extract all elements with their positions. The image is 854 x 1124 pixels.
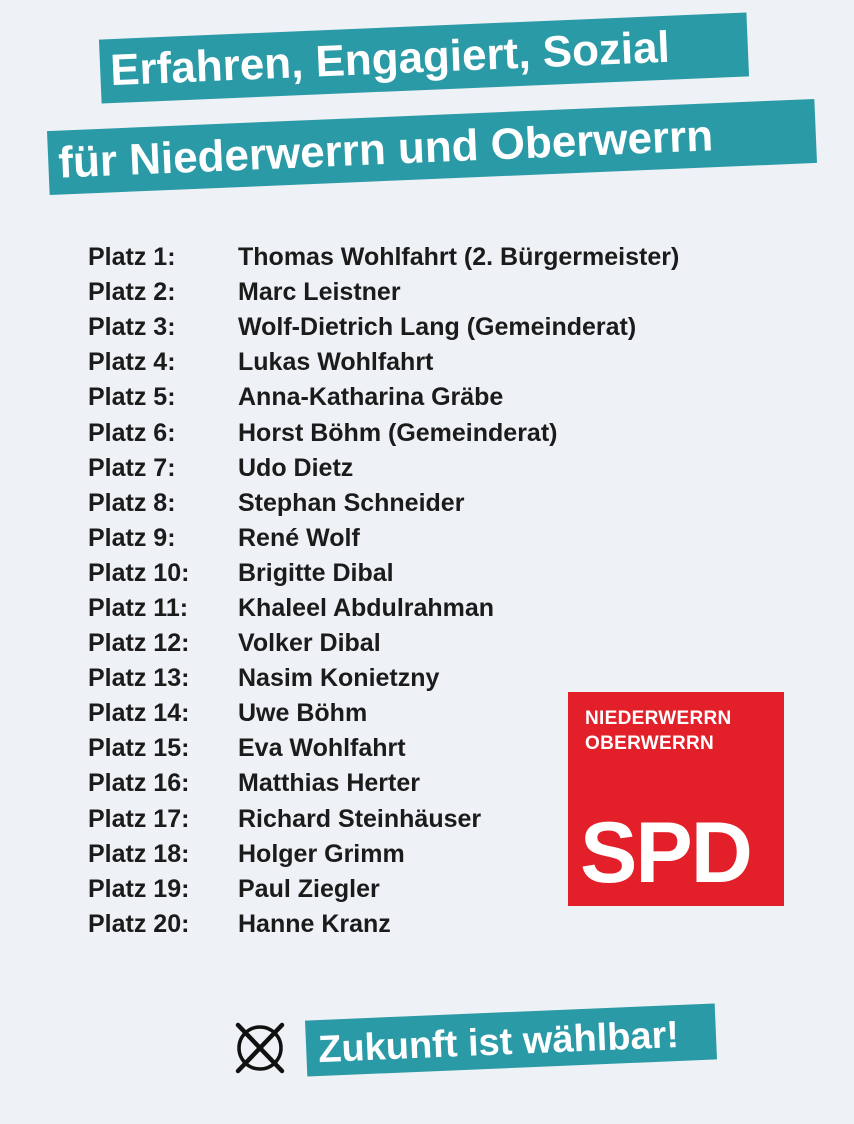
candidate-rank: Platz 11: — [88, 593, 189, 622]
candidate-rank: Platz 2: — [88, 278, 176, 307]
candidate-name: Uwe Böhm — [238, 699, 368, 728]
slogan-banner: Zukunft ist wählbar! — [305, 1003, 717, 1076]
candidate-name: Lukas Wohlfahrt — [238, 348, 434, 377]
candidate-name: Hanne Kranz — [238, 909, 391, 938]
candidate-rank: Platz 1: — [88, 243, 176, 272]
candidate-name: Udo Dietz — [238, 453, 354, 482]
candidate-name: Stephan Schneider — [238, 488, 465, 517]
candidate-rank: Platz 5: — [88, 383, 176, 412]
list-item — [88, 310, 679, 345]
candidate-rank: Platz 20: — [88, 909, 190, 938]
candidate-name: Khaleel Abdulrahman — [238, 593, 495, 622]
candidate-rank: Platz 16: — [88, 769, 190, 798]
candidate-name: Richard Steinhäuser — [238, 804, 482, 833]
candidate-rank: Platz 10: — [88, 558, 190, 587]
list-item — [88, 626, 679, 661]
ballot-cross-icon — [233, 1020, 287, 1076]
candidate-name: Horst Böhm (Gemeinderat) — [238, 418, 558, 447]
candidate-rank: Platz 6: — [88, 418, 176, 447]
candidate-rank: Platz 7: — [88, 453, 176, 482]
candidate-name: Volker Dibal — [238, 629, 381, 658]
logo-place-2: OBERWERRN — [585, 733, 715, 754]
candidate-rank: Platz 14: — [88, 699, 190, 728]
candidate-name: Wolf-Dietrich Lang (Gemeinderat) — [238, 313, 637, 342]
headline-line-2: für Niederwerrn und Oberwerrn — [47, 99, 817, 195]
list-item — [88, 415, 679, 450]
candidate-name: Matthias Herter — [238, 769, 420, 798]
candidate-name: Holger Grimm — [238, 839, 405, 868]
list-item — [88, 451, 679, 486]
candidate-rank: Platz 8: — [88, 488, 176, 517]
list-item — [88, 661, 679, 696]
candidate-name: Eva Wohlfahrt — [238, 734, 406, 763]
list-item — [88, 380, 679, 415]
candidate-name: Paul Ziegler — [238, 874, 380, 903]
candidate-rank: Platz 9: — [88, 523, 176, 552]
candidate-rank: Platz 3: — [88, 313, 176, 342]
candidate-name: Anna-Katharina Gräbe — [238, 383, 504, 412]
candidate-rank: Platz 12: — [88, 629, 190, 658]
candidate-rank: Platz 17: — [88, 804, 190, 833]
logo-brand: SPD — [580, 805, 751, 901]
list-item — [88, 907, 679, 942]
candidate-rank: Platz 4: — [88, 348, 176, 377]
candidate-name: Marc Leistner — [238, 278, 401, 307]
list-item — [88, 240, 679, 275]
headline-line-1: Erfahren, Engagiert, Sozial — [99, 12, 749, 103]
list-item — [88, 486, 679, 521]
list-item — [88, 556, 679, 591]
candidate-name: René Wolf — [238, 523, 360, 552]
candidate-name: Thomas Wohlfahrt (2. Bürgermeister) — [238, 243, 680, 272]
candidate-rank: Platz 13: — [88, 664, 190, 693]
list-item — [88, 591, 679, 626]
list-item — [88, 521, 679, 556]
candidate-rank: Platz 15: — [88, 734, 190, 763]
candidate-name: Brigitte Dibal — [238, 558, 394, 587]
candidate-name: Nasim Konietzny — [238, 664, 440, 693]
spd-logo — [568, 692, 784, 906]
candidate-rank: Platz 19: — [88, 874, 190, 903]
logo-place-1: NIEDERWERRN — [585, 708, 732, 729]
list-item — [88, 345, 679, 380]
list-item — [88, 275, 679, 310]
candidate-rank: Platz 18: — [88, 839, 190, 868]
